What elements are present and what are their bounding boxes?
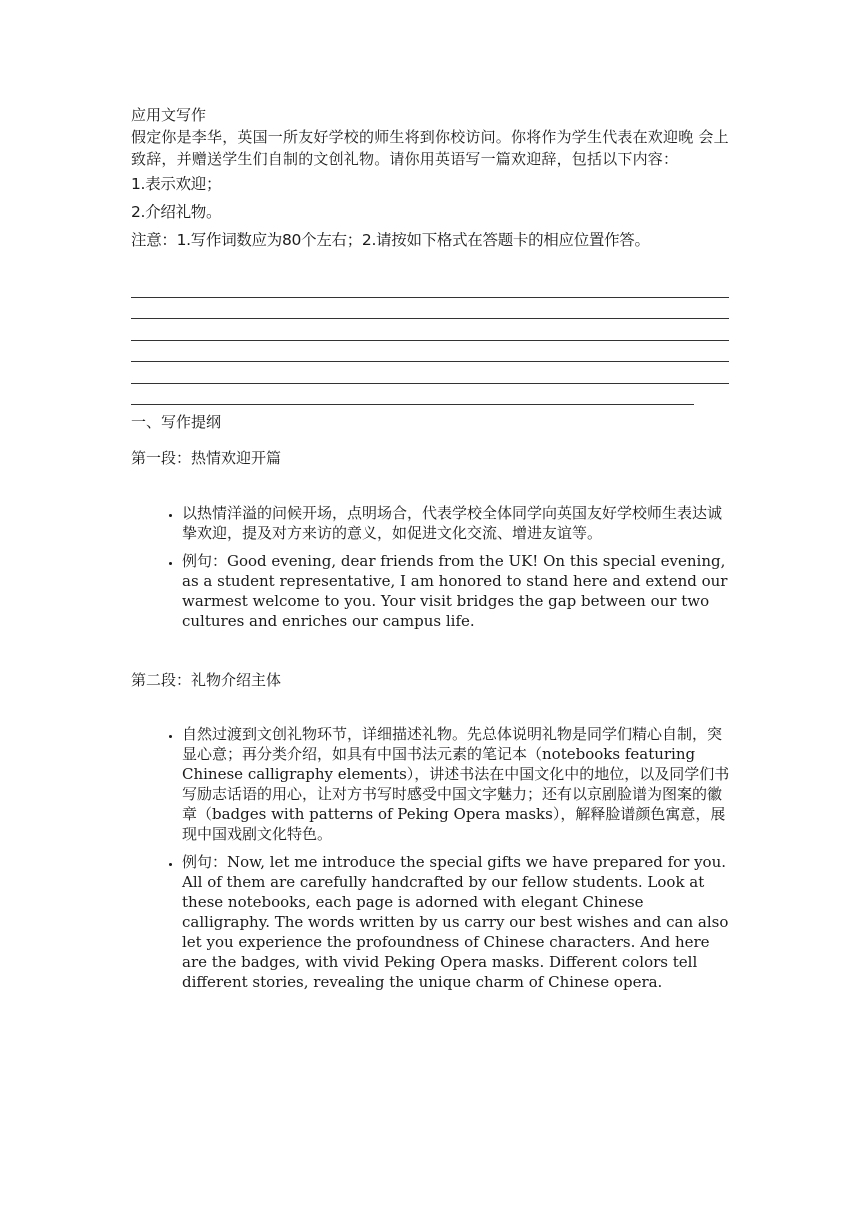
document-page [131,104,731,1000]
answer-line [131,384,694,406]
list-item: • 以热情洋溢的问候开场，点明场合，代表学校全体同学向英国友好学校师生表达诚挚欢迎，提及对方来访的意义，如促进文化交流、增进友谊等。 [182,503,731,543]
document-title: 应用文写作 [131,106,207,124]
requirement-1: 1.表示欢迎； [131,175,222,193]
answer-line [131,319,729,341]
list-item: • 自然过渡到文创礼物环节，详细描述礼物。先总体说明礼物是同学们精心自制，突显心意；再分类介绍，如具有中国书法元素的笔记本（notebooks featuring Chinese calligraphy elements），讲述书法在中国文化中的地位，以及同学们书写励志话语的用心，让对方书写时感受中国文字魅力；还有以京剧脸谱为图案的徽章（badges with patterns of Peking Opera masks），解释脸谱颜色寓意，展现中国戏剧文化特色。 [182,724,731,844]
answer-lines [131,276,731,405]
answer-line [131,341,729,363]
writing-prompt: 假定你是李华，英国一所友好学校的师生将到你校访问。你将作为学生代表在欢迎晚 会上致辞，并赠送学生们自制的文创礼物。请你用英语写一篇欢迎辞，包括以下内容： [131,128,729,168]
writing-note: 注意：1.写作词数应为80个左右；2.请按如下格式在答题卡的相应位置作答。 [131,231,650,249]
section-1-heading: 第一段：热情欢迎开篇 [131,449,282,467]
outline-title: 一、写作提纲 [131,413,222,431]
answer-line [131,276,729,298]
list-item: • 例句：Now, let me introduce the special gifts we have prepared for you. All of them are carefully handcrafted by our fellow students. Look at these notebooks, each page is adorned with elegant Chinese calligraphy. The words written by us carry our best wishes and can also let you experience the profoundness of Chinese characters. And here are the badges, with vivid Peking Opera masks. Different colors tell different stories, revealing the unique charm of Chinese opera. [182,852,731,992]
answer-line [131,298,729,320]
answer-line [131,362,729,384]
list-item: • 例句：Good evening, dear friends from the UK! On this special evening, as a student representative, I am honored to stand here and extend our warmest welcome to you. Your visit bridges the gap between our two cultures and enriches our campus life. [182,551,731,631]
section-2-bullets [131,724,731,992]
section-2-heading: 第二段：礼物介绍主体 [131,671,282,689]
requirement-2: 2.介绍礼物。 [131,203,222,221]
section-1-bullets [131,503,731,631]
